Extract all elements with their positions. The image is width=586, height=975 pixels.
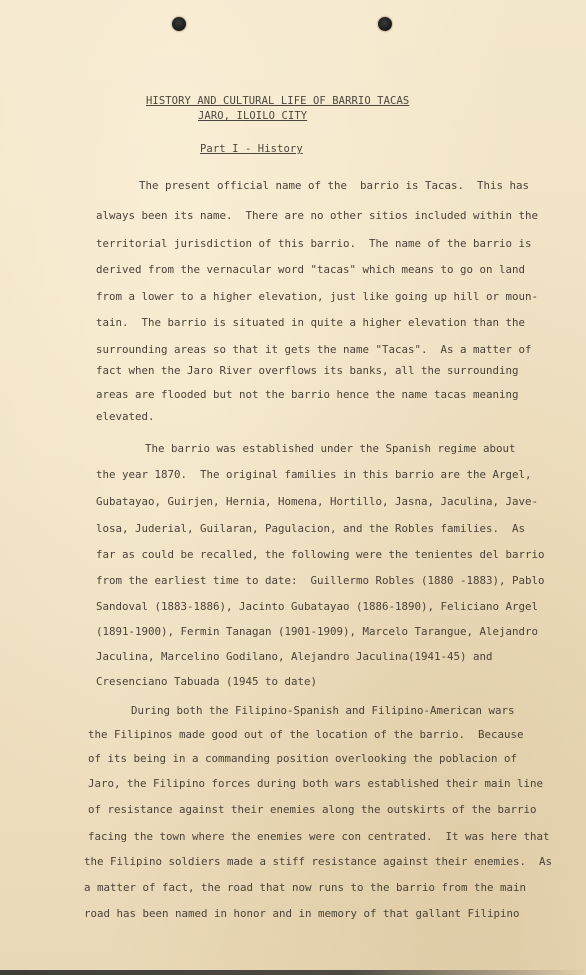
text-line: road has been named in honor and in memory of that gallant Filipino: [84, 907, 520, 920]
text-line: losa, Juderial, Guilaran, Pagulacion, and the Robles families. As: [96, 522, 526, 535]
text-line: derived from the vernacular word "tacas" which means to go on land: [96, 263, 526, 276]
text-line: During both the Filipino-Spanish and Filipino-American wars: [131, 704, 515, 717]
scan-edge-shadow: [0, 970, 586, 975]
text-line: a matter of fact, the road that now runs to the barrio from the main: [84, 881, 527, 894]
text-line: Cresenciano Tabuada (1945 to date): [96, 675, 318, 688]
punch-hole-left: [172, 17, 186, 31]
document-subtitle: JARO, ILOILO CITY: [198, 110, 308, 122]
text-line: always been its name. There are no other sitios included within the: [96, 209, 539, 222]
punch-hole-right: [378, 17, 392, 31]
text-line: surrounding areas so that it gets the name "Tacas". As a matter of: [96, 343, 532, 356]
text-line: fact when the Jaro River overflows its banks, all the surrounding: [96, 364, 519, 377]
text-line: Gubatayao, Guirjen, Hernia, Homena, Hortillo, Jasna, Jaculina, Jave-: [96, 495, 539, 508]
text-line: The barrio was established under the Spanish regime about: [145, 442, 516, 455]
document-title: HISTORY AND CULTURAL LIFE OF BARRIO TACAS: [146, 95, 410, 107]
text-line: tain. The barrio is situated in quite a higher elevation than the: [96, 316, 526, 329]
text-line: Sandoval (1883-1886), Jacinto Gubatayao (1886-1890), Feliciano Argel: [96, 600, 539, 613]
text-line: of its being in a commanding position overlooking the poblacion of: [88, 752, 518, 765]
text-line: elevated.: [96, 410, 155, 423]
text-line: (1891-1900), Fermin Tanagan (1901-1909), Marcelo Tarangue, Alejandro: [96, 625, 539, 638]
text-line: facing the town where the enemies were con centrated. It was here that: [88, 830, 550, 843]
text-line: the Filipino soldiers made a stiff resistance against their enemies. As: [84, 855, 553, 868]
text-line: from the earliest time to date: Guillermo Robles (1880 -1883), Pablo: [96, 574, 545, 587]
text-line: Jaro, the Filipino forces during both wars established their main line: [88, 777, 544, 790]
text-line: areas are flooded but not the barrio hence the name tacas meaning: [96, 388, 519, 401]
section-heading: Part I - History: [200, 143, 303, 155]
text-line: the Filipinos made good out of the location of the barrio. Because: [88, 728, 524, 741]
text-line: The present official name of the barrio is Tacas. This has: [139, 179, 530, 192]
text-line: territorial jurisdiction of this barrio. The name of the barrio is: [96, 237, 532, 250]
text-line: the year 1870. The original families in this barrio are the Argel,: [96, 468, 532, 481]
text-line: from a lower to a higher elevation, just like going up hill or moun-: [96, 290, 539, 303]
text-line: of resistance against their enemies along the outskirts of the barrio: [88, 803, 537, 816]
text-line: far as could be recalled, the following were the tenientes del barrio: [96, 548, 545, 561]
text-line: Jaculina, Marcelino Godilano, Alejandro Jaculina(1941-45) and: [96, 650, 493, 663]
